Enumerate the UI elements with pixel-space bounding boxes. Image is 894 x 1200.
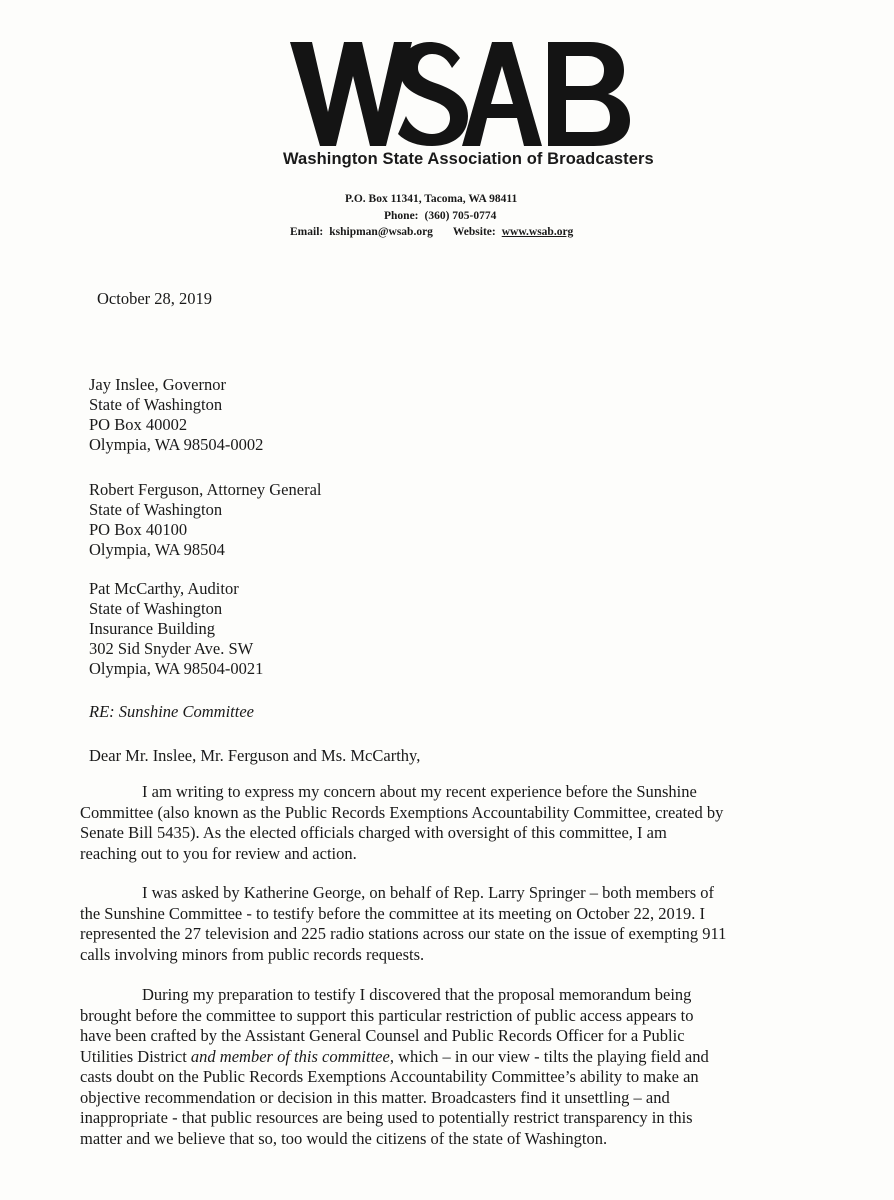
- paragraph-line: brought before the committee to support this particular restriction of public access appears to: [80, 1005, 694, 1025]
- phone-label: Phone:: [384, 210, 419, 222]
- recipient-line: Jay Inslee, Governor: [89, 375, 226, 394]
- paragraph-line: I was asked by Katherine George, on behalf of Rep. Larry Springer – both members of: [142, 883, 714, 902]
- website-link[interactable]: www.wsab.org: [501, 226, 574, 238]
- paragraph-line: calls involving minors from public records requests.: [80, 944, 425, 964]
- paragraph-line: inappropriate - that public resources are being used to potentially restrict transparency in this: [80, 1108, 693, 1127]
- paragraph-2: [80, 883, 752, 965]
- recipient-line: PO Box 40002: [89, 415, 188, 434]
- recipient-line: Pat McCarthy, Auditor: [89, 579, 239, 598]
- recipient-line: Olympia, WA 98504: [89, 540, 225, 559]
- recipient-line: 302 Sid Snyder Ave. SW: [89, 639, 254, 658]
- letter-date: October 28, 2019: [97, 289, 213, 308]
- recipient-inslee: [89, 375, 263, 455]
- text-run: Utilities District: [80, 1046, 191, 1066]
- organization-phone: [384, 210, 496, 222]
- wsab-logo: [290, 38, 630, 150]
- recipient-line: PO Box 40100: [89, 520, 188, 539]
- paragraph-line: represented the 27 television and 225 radio stations across our state on the issue of exempting 911: [80, 924, 727, 943]
- paragraph-1: [80, 782, 752, 864]
- recipient-line: State of Washington: [89, 395, 223, 414]
- recipient-line: Robert Ferguson, Attorney General: [89, 480, 322, 499]
- paragraph-line: reaching out to you for review and action.: [80, 843, 357, 863]
- paragraph-line: casts doubt on the Public Records Exemptions Accountability Committee’s ability to make an: [80, 1067, 699, 1086]
- recipient-mccarthy: [89, 579, 263, 679]
- paragraph-line: the Sunshine Committee - to testify before the committee at its meeting on October 22, 2019. I: [80, 903, 706, 923]
- organization-address: P.O. Box 11341, Tacoma, WA 98411: [345, 193, 518, 205]
- paragraph-line: have been crafted by the Assistant General Counsel and Public Records Officer for a Public: [80, 1026, 685, 1045]
- paragraph-line: I am writing to express my concern about my recent experience before the Sunshine: [142, 782, 697, 801]
- recipient-line: Insurance Building: [89, 619, 216, 638]
- emphasized-text: and member of this committee: [190, 1046, 390, 1066]
- paragraph-line: matter and we believe that so, too would the citizens of the state of Washington.: [80, 1128, 608, 1148]
- paragraph-line: During my preparation to testify I discovered that the proposal memorandum being: [142, 985, 692, 1004]
- recipient-line: Olympia, WA 98504-0021: [89, 659, 264, 678]
- recipient-line: State of Washington: [89, 500, 223, 519]
- salutation: Dear Mr. Inslee, Mr. Ferguson and Ms. McCarthy,: [89, 746, 421, 765]
- paragraph-line: [80, 1047, 752, 1068]
- paragraph-line: Committee (also known as the Public Records Exemptions Accountability Committee, created by: [80, 802, 724, 822]
- recipient-line: State of Washington: [89, 599, 223, 618]
- organization-contact: [290, 226, 573, 238]
- text-run: , which – in our view - tilts the playing field and: [389, 1046, 709, 1066]
- website-label: Website:: [452, 226, 496, 238]
- recipient-line: Olympia, WA 98504-0002: [89, 435, 264, 454]
- organization-name: Washington State Association of Broadcasters: [283, 150, 654, 168]
- subject-line: RE: Sunshine Committee: [89, 702, 254, 721]
- recipient-ferguson: [89, 480, 321, 560]
- paragraph-3: [80, 985, 752, 1149]
- paragraph-line: objective recommendation or decision in this matter. Broadcasters find it unsettling – and: [80, 1087, 670, 1107]
- paragraph-line: Senate Bill 5435). As the elected officials charged with oversight of this committee, I am: [80, 823, 667, 842]
- phone-number: (360) 705-0774: [424, 210, 497, 222]
- email-label: Email:: [290, 226, 324, 238]
- email-address: kshipman@wsab.org: [329, 226, 433, 238]
